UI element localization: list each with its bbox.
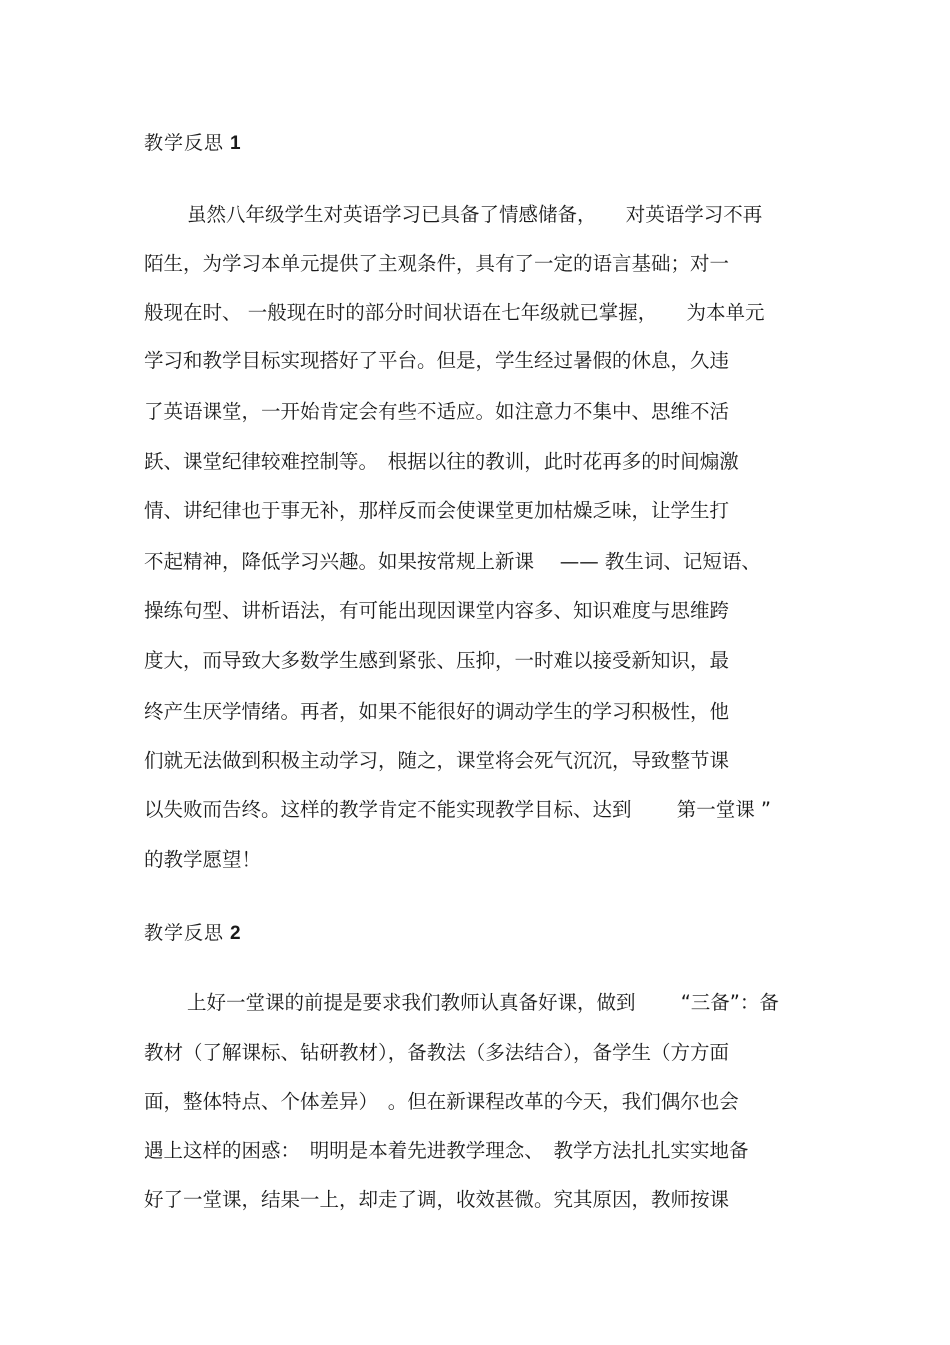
section-heading-number: 2 [230,923,242,944]
paragraph-line: 学习和教学目标实现搭好了平台。但是，学生经过暑假的休息，久违 [144,349,730,372]
paragraph-line: 不起精神，降低学习兴趣。如果按常规上新课 —— 教生词、记短语、 [144,550,761,573]
paragraph-line: 跃、课堂纪律较难控制等。 根据以往的教训，此时花再多的时间煽激 [144,450,739,473]
section-heading-text: 教学反思 [144,132,225,154]
paragraph-line: 教材（了解课标、钻研教材），备教法（多法结合），备学生（方方面 [144,1041,730,1064]
paragraph-line: 虽然八年级学生对英语学习已具备了情感储备， 对英语学习不再 [187,203,763,226]
section-heading-1 [144,131,242,156]
paragraph-line: 们就无法做到积极主动学习，随之，课堂将会死气沉沉，导致整节课 [144,749,730,772]
paragraph-line: 的教学愿望！ [144,848,262,871]
paragraph-line: 终产生厌学情绪。再者，如果不能很好的调动学生的学习积极性，他 [144,700,730,723]
paragraph-line: 了英语课堂，一开始肯定会有些不适应。如注意力不集中、思维不活 [144,400,730,423]
paragraph-line: 般现在时、 一般现在时的部分时间状语在七年级就已掌握， 为本单元 [144,301,765,324]
section-heading-2 [144,921,242,946]
paragraph-line: 好了一堂课，结果一上，却走了调，收效甚微。究其原因，教师按课 [144,1188,730,1211]
paragraph-line: 面，整体特点、个体差异） 。但在新课程改革的今天，我们偶尔也会 [144,1090,739,1113]
paragraph-line: 上好一堂课的前提是要求我们教师认真备好课，做到 “三备”：备 [187,991,779,1014]
paragraph-line: 以失败而告终。这样的教学肯定不能实现教学目标、达到 第一堂课 ” [144,798,771,821]
section-heading-number: 1 [230,133,242,154]
paragraph-line: 遇上这样的困惑： 明明是本着先进教学理念、 教学方法扎扎实实地备 [144,1139,749,1162]
paragraph-line: 操练句型、讲析语法，有可能出现因课堂内容多、知识难度与思维跨 [144,599,730,622]
paragraph-line: 情、讲纪律也于事无补，那样反而会使课堂更加枯燥乏味，让学生打 [144,499,730,522]
paragraph-line: 度大，而导致大多数学生感到紧张、压抑，一时难以接受新知识，最 [144,649,730,672]
paragraph-line: 陌生，为学习本单元提供了主观条件，具有了一定的语言基础；对一 [144,252,730,275]
section-heading-text: 教学反思 [144,922,225,944]
